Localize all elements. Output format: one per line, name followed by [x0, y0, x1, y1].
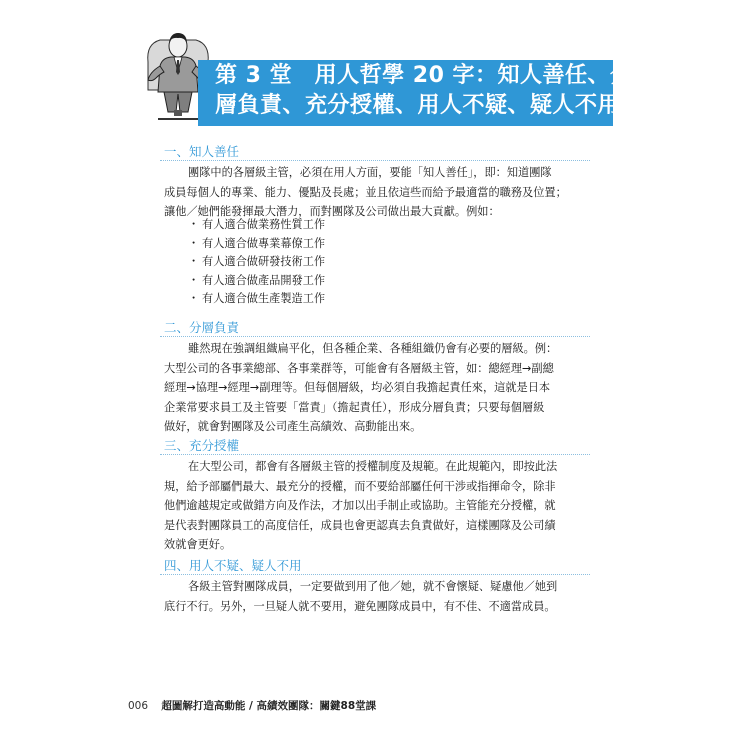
list-item — [188, 235, 325, 254]
chapter-title-line-1: 第 3 堂 用人哲學 20 字：知人善任、分 — [215, 63, 633, 88]
bullet-dot: ・ — [188, 236, 200, 250]
book-title: 超圖解打造高動能 / 高績效團隊：關鍵88堂課 — [161, 700, 377, 712]
text-line: 讓他／她們能發揮最大潛力，而對團隊及公司做出最大貢獻。例如： — [164, 205, 500, 219]
list-item-text: 有人適合做專業幕僚工作 — [202, 236, 326, 250]
text-line: 團隊中的各層級主管，必須在用人方面，要能「知人善任」，即：知道團隊 — [188, 166, 552, 179]
section-heading-4: 四、用人不疑、疑人不用 — [164, 558, 302, 573]
list-item — [188, 216, 325, 235]
section-heading-2: 二、分層負責 — [164, 320, 240, 335]
text-line: 各級主管對團隊成員，一定要做到用了他／她，就不會懷疑、疑慮他／她到 — [188, 580, 558, 593]
section-divider-2 — [160, 336, 590, 337]
bullet-dot: ・ — [188, 292, 200, 305]
section-heading-3: 三、充分授權 — [164, 438, 240, 453]
section-3-paragraph — [164, 457, 592, 555]
text-line: 規，給予部屬們最大、最充分的授權，而不要給部屬任何干涉或指揮命令，除非 — [164, 479, 556, 493]
section-divider-4 — [160, 574, 590, 575]
list-item-text: 有人適合做業務性質工作 — [202, 218, 326, 231]
text-line: 底行不行。另外，一旦疑人就不要用，避免團隊成員中，有不佳、不適當成員。 — [164, 599, 556, 613]
text-line: 是代表對團隊員工的高度信任，成員也會更認真去負責做好，這樣團隊及公司績 — [164, 518, 556, 532]
text-line: 他們逾越規定或做錯方向及作法，才加以出手制止或協助。主管能充分授權，就 — [164, 499, 556, 513]
list-item-text: 有人適合做生產製造工作 — [202, 292, 326, 305]
section-divider-1 — [160, 160, 590, 161]
list-item-text: 有人適合做研發技術工作 — [202, 255, 326, 268]
page-footer — [128, 698, 376, 713]
list-item — [188, 290, 325, 309]
section-2-paragraph — [164, 339, 592, 437]
text-line: 成員每個人的專業、能力、優點及長處；並且依這些而給予最適當的職務及位置； — [164, 185, 567, 199]
chapter-title — [215, 61, 633, 121]
bullet-list — [188, 216, 325, 309]
bullet-dot: ・ — [188, 255, 200, 268]
list-item — [188, 272, 325, 291]
bullet-dot: ・ — [188, 218, 200, 231]
text-line: 企業常要求員工及主管要「當責」（擔起責任），形成分層負責；只要每個層級 — [164, 400, 545, 414]
text-line: 效就會更好。 — [164, 538, 232, 552]
section-divider-3 — [160, 454, 590, 455]
list-item-text: 有人適合做產品開發工作 — [202, 273, 326, 287]
section-heading-1: 一、知人善任 — [164, 144, 240, 159]
text-line: 經理→協理→經理→副理等。但每個層級，均必須自我擔起責任來，這就是日本 — [164, 381, 551, 395]
chapter-title-line-2: 層負責、充分授權、用人不疑、疑人不用 — [215, 93, 621, 118]
section-1-paragraph — [164, 163, 592, 222]
text-line: 做好，就會對團隊及公司產生高績效、高動能出來。 — [164, 420, 422, 434]
section-4-paragraph — [164, 577, 592, 616]
page-number: 006 — [128, 700, 149, 712]
list-item — [188, 253, 325, 272]
text-line: 雖然現在強調組織扁平化，但各種企業、各種組織仍會有必要的層級。例： — [188, 342, 558, 355]
text-line: 大型公司的各事業總部、各事業群等，可能會有各層級主管，如：總經理→副總 — [164, 361, 554, 375]
bullet-dot: ・ — [188, 273, 200, 287]
text-line: 在大型公司，都會有各層級主管的授權制度及規範。在此規範內，即按此法 — [188, 460, 558, 473]
